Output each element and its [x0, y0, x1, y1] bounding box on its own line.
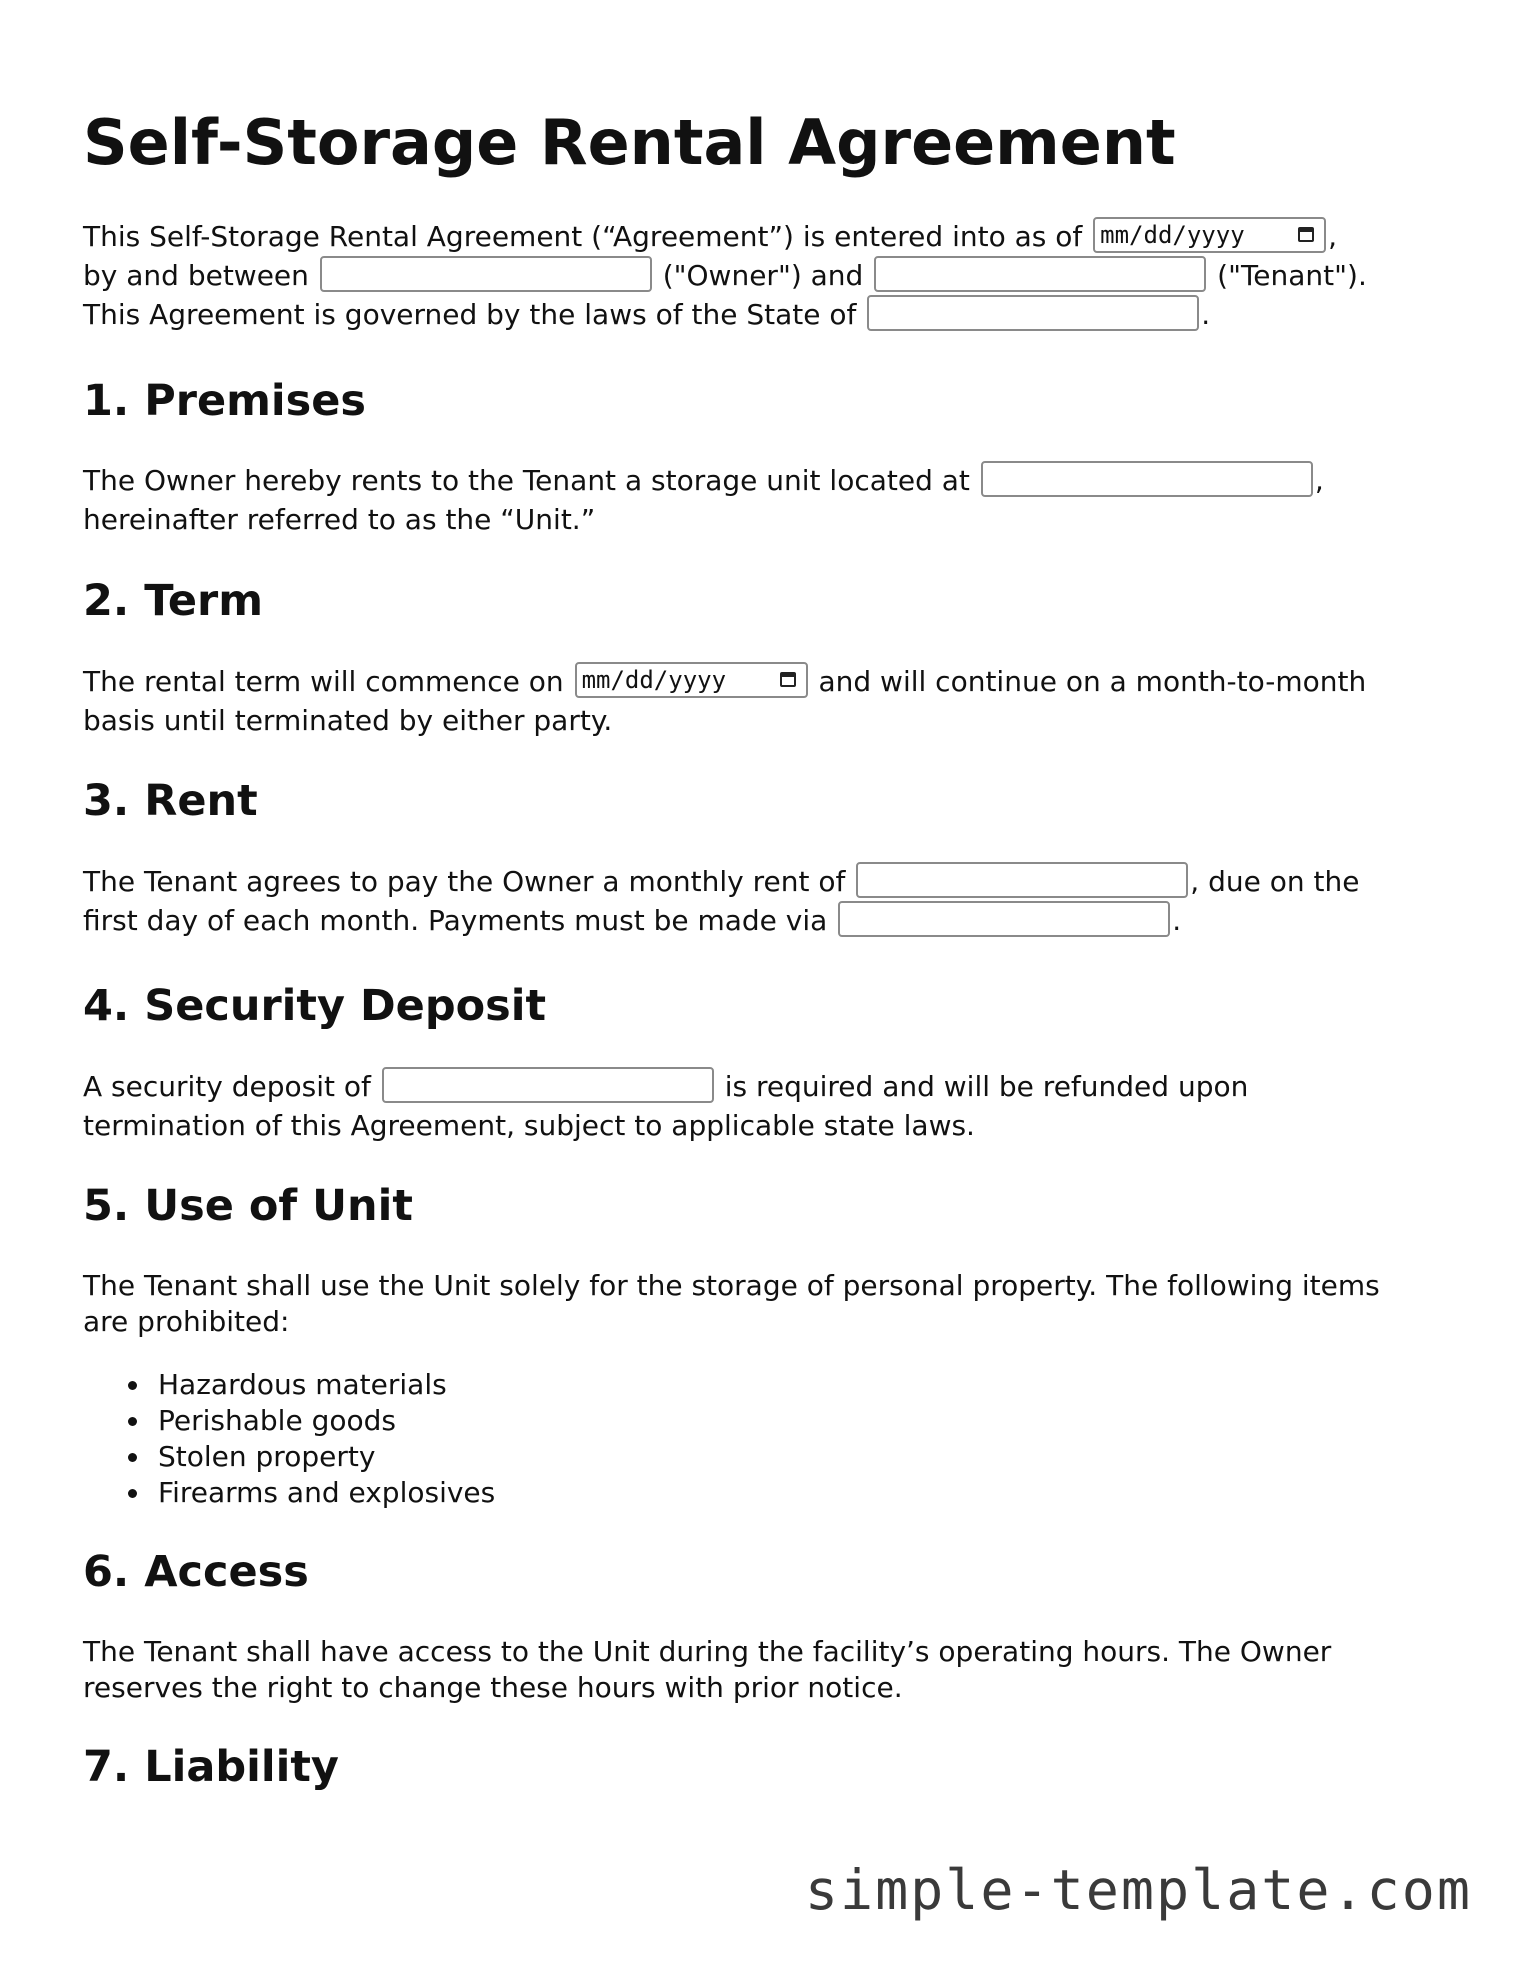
heading-security-deposit: 4. Security Deposit [83, 981, 547, 1031]
document-title: Self-Storage Rental Agreement [83, 106, 1176, 179]
list-item [158, 1439, 495, 1475]
prohibited-items-list [83, 1367, 495, 1511]
term-text-3: basis until terminated by either party. [83, 704, 613, 737]
intro-text-4: ("Owner") and [662, 259, 864, 292]
owner-name-field[interactable] [320, 256, 652, 292]
intro-comma: , [1328, 220, 1338, 253]
heading-term: 2. Term [83, 576, 264, 626]
heading-use-of-unit: 5. Use of Unit [83, 1181, 413, 1231]
calendar-icon[interactable] [780, 672, 796, 687]
rent-text-3: first day of each month. Payments must be made via [83, 904, 828, 937]
list-item [158, 1475, 495, 1511]
rent-text-2: , due on the [1190, 865, 1360, 898]
rent-text-1: The Tenant agrees to pay the Owner a monthly rent of [83, 865, 846, 898]
bullet-icon [128, 1417, 137, 1426]
intro-text-6: This Agreement is governed by the laws of the State of [83, 298, 857, 331]
heading-rent: 3. Rent [83, 776, 258, 826]
premises-comma: , [1314, 464, 1324, 497]
intro-period: . [1201, 298, 1211, 331]
intro-text-1: This Self-Storage Rental Agreement (“Agreement”) is entered into as of [83, 220, 1083, 253]
state-field[interactable] [867, 295, 1199, 331]
deposit-paragraph [83, 1067, 1433, 1145]
list-item [158, 1367, 495, 1403]
date-placeholder: mm/dd/yyyy [581, 666, 727, 694]
date-placeholder: mm/dd/yyyy [1100, 221, 1245, 249]
intro-paragraph [83, 217, 1433, 334]
deposit-text-2: is required and will be refunded upon [724, 1070, 1249, 1103]
access-paragraph: The Tenant shall have access to the Unit during the facility’s operating hours. The Owner reserves the right to change these hours with prior notice. [83, 1635, 1332, 1704]
unit-location-field[interactable] [981, 461, 1313, 497]
calendar-icon[interactable] [1298, 227, 1314, 242]
list-item-text: Hazardous materials [158, 1368, 447, 1401]
list-item-text: Perishable goods [158, 1404, 396, 1437]
term-paragraph [83, 662, 1433, 740]
heading-access: 6. Access [83, 1547, 309, 1597]
use-paragraph: The Tenant shall use the Unit solely for the storage of personal property. The following items are prohibited: [83, 1269, 1380, 1338]
agreement-date-input[interactable] [1093, 217, 1326, 253]
monthly-rent-field[interactable] [856, 862, 1188, 898]
intro-text-3: by and between [83, 259, 309, 292]
deposit-text-3: termination of this Agreement, subject to applicable state laws. [83, 1109, 975, 1142]
premises-text-3: hereinafter referred to as the “Unit.” [83, 503, 596, 536]
rent-paragraph [83, 862, 1433, 940]
security-deposit-field[interactable] [382, 1067, 714, 1103]
deposit-text-1: A security deposit of [83, 1070, 371, 1103]
heading-premises: 1. Premises [83, 376, 367, 426]
tenant-name-field[interactable] [874, 256, 1206, 292]
term-text-1: The rental term will commence on [83, 665, 564, 698]
list-item [158, 1403, 495, 1439]
bullet-icon [128, 1453, 137, 1462]
list-item-text: Stolen property [158, 1440, 376, 1473]
intro-text-5: ("Tenant"). [1217, 259, 1367, 292]
premises-text-1: The Owner hereby rents to the Tenant a storage unit located at [83, 464, 970, 497]
commence-date-input[interactable] [575, 662, 808, 698]
heading-liability: 7. Liability [83, 1742, 339, 1792]
term-text-2: and will continue on a month-to-month [818, 665, 1367, 698]
bullet-icon [128, 1381, 137, 1390]
rent-period: . [1172, 904, 1182, 937]
list-item-text: Firearms and explosives [158, 1476, 496, 1509]
watermark: simple-template.com [804, 1858, 1472, 1922]
payment-method-field[interactable] [838, 901, 1170, 937]
bullet-icon [128, 1489, 137, 1498]
premises-paragraph [83, 461, 1433, 539]
